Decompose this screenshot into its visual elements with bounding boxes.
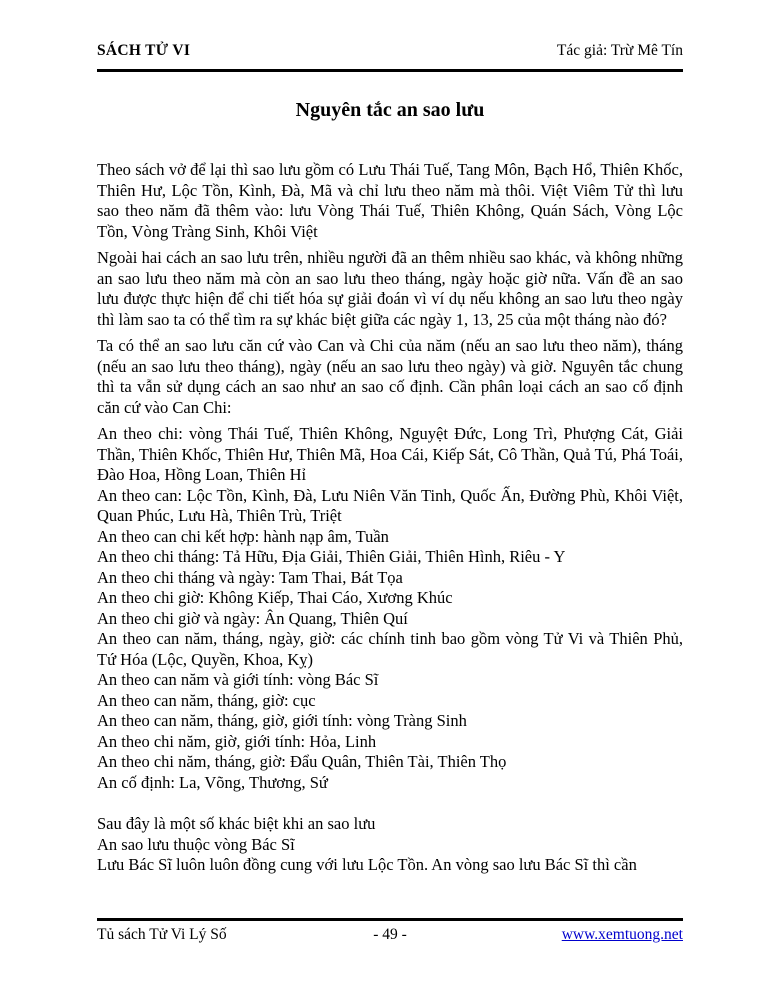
footer-divider (97, 918, 683, 921)
rule-item-4: An theo chi tháng: Tả Hữu, Địa Giải, Thiên Giải, Thiên Hình, Riêu - Y (97, 547, 566, 566)
footer-website-link[interactable]: www.xemtuong.net (561, 926, 683, 943)
header-divider (97, 69, 683, 72)
rule-item-3: An theo can chi kết hợp: hành nạp âm, Tuần (97, 526, 389, 546)
an-sao-rules-list (97, 424, 683, 793)
header-author: Tác giả: Trừ Mê Tín (556, 42, 683, 59)
rule-item-1: An theo chi: vòng Thái Tuế, Thiên Không, Nguyệt Đức, Long Trì, Phượng Cát, Giải Thần, Thiên Khốc, Thiên Hư, Thiên Mã, Hoa Cái, Kiếp Sát, Cô Thần, Quả Tú, Phá Toái, Đào Hoa, Hồng Loan, Thiên Hỉ (97, 424, 683, 484)
closing-block (97, 814, 683, 876)
paragraph-intro: Theo sách vở để lại thì sao lưu gồm có Lưu Thái Tuế, Tang Môn, Bạch Hổ, Thiên Khốc, Thiên Hư, Lộc Tồn, Kình, Đà, Mã và chỉ lưu theo năm mà thôi. Việt Viêm Tử thì lưu sao theo năm đã thêm vào: lưu Vòng Thái Tuế, Thiên Không, Quán Sách, Vòng Lộc Tồn, Vòng Tràng Sinh, Khôi Việt (97, 160, 683, 241)
footer-row (97, 926, 683, 944)
rule-item-6: An theo chi giờ: Không Kiếp, Thai Cáo, Xương Khúc (97, 588, 453, 607)
rule-item-12: An theo chi năm, giờ, giới tính: Hỏa, Linh (97, 731, 377, 751)
footer-page-number: - 49 - (373, 926, 407, 943)
rule-item-8: An theo can năm, tháng, ngày, giờ: các chính tinh bao gồm vòng Tử Vi và Thiên Phủ, Tứ Hóa (Lộc, Quyền, Khoa, Kỵ) (97, 629, 683, 669)
paragraph-discussion: Ngoài hai cách an sao lưu trên, nhiều người đã an thêm nhiều sao khác, và không những an sao lưu theo năm mà còn an sao lưu theo tháng, ngày hoặc giờ nữa. Vấn đề an sao lưu được thực hiện để chi tiết hóa sự giải đoán vì ví dụ nếu không an sao lưu theo ngày thì làm sao ta có thể tìm ra sự khác biệt giữa các ngày 1, 13, 25 của một tháng nào đó? (97, 248, 683, 329)
rule-item-13: An theo chi năm, tháng, giờ: Đẩu Quân, Thiên Tài, Thiên Thọ (97, 752, 507, 771)
page-title: Nguyên tắc an sao lưu (295, 99, 485, 121)
rule-item-5: An theo chi tháng và ngày: Tam Thai, Bát Tọa (97, 567, 403, 587)
page-content (97, 98, 683, 876)
closing-line-2: An sao lưu thuộc vòng Bác Sĩ (97, 834, 295, 854)
paragraph-principle: Ta có thể an sao lưu căn cứ vào Can và Chi của năm (nếu an sao lưu theo năm), tháng (nếu an sao lưu theo tháng), ngày (nếu an sao lưu theo ngày) và giờ. Nguyên tắc chung thì ta vẫn sử dụng cách an sao như an sao cố định. Cần phân loại cách an sao cố định căn cứ vào Can Chi: (97, 336, 683, 417)
footer-link-wrap (488, 926, 683, 944)
rule-item-14: An cố định: La, Võng, Thương, Sứ (97, 772, 328, 792)
header-book-title: SÁCH TỬ VI (97, 42, 191, 59)
page-header (97, 42, 683, 60)
rule-item-10: An theo can năm, tháng, giờ: cục (97, 690, 316, 710)
closing-line-3: Lưu Bác Sĩ luôn luôn đồng cung với lưu Lộc Tồn. An vòng sao lưu Bác Sĩ thì cần (97, 855, 637, 874)
closing-line-1: Sau đây là một số khác biệt khi an sao lưu (97, 814, 376, 833)
rule-item-2: An theo can: Lộc Tồn, Kình, Đà, Lưu Niên Văn Tinh, Quốc Ấn, Đường Phù, Khôi Việt, Quan Phúc, Lưu Hà, Thiên Trù, Triệt (97, 485, 683, 525)
page-footer (97, 918, 683, 944)
footer-series-title: Tủ sách Tử Vi Lý Số (97, 926, 227, 943)
rule-item-11: An theo can năm, tháng, giờ, giới tính: vòng Tràng Sinh (97, 711, 467, 730)
rule-item-9: An theo can năm và giới tính: vòng Bác Sĩ (97, 670, 379, 689)
rule-item-7: An theo chi giờ và ngày: Ân Quang, Thiên Quí (97, 608, 408, 628)
